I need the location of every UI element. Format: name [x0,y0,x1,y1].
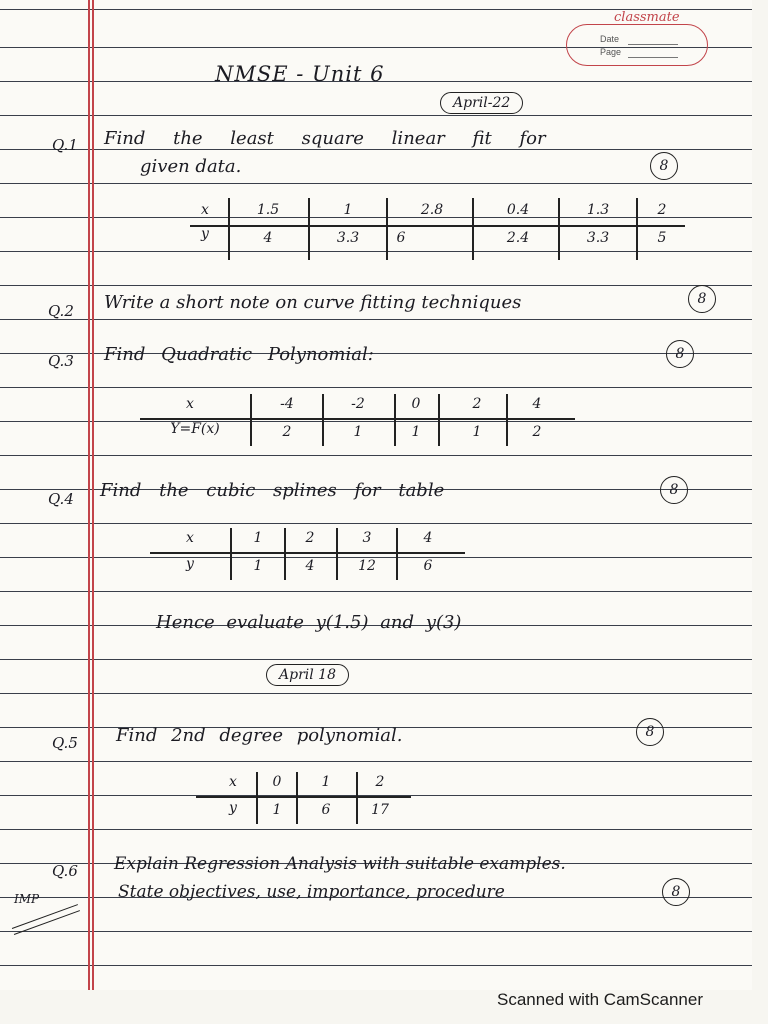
table-cell: 1.5 [256,202,280,218]
q4-text: Find the cubic splines for table [100,480,445,501]
margin-line [92,0,94,990]
q1-text-line2: given data. [140,156,242,177]
table-cell: 6 [321,802,331,818]
table-cell: 1 [411,424,421,440]
marks-badge: 8 [666,340,694,368]
q6-text-line1: Explain Regression Analysis with suitable examples. [114,854,566,874]
table-divider [506,394,508,446]
q1-text-line1: Find the least square linear fit for [104,128,546,149]
table-cell: 0 [272,774,282,790]
logo-frame [566,24,708,66]
page-title: NMSE - Unit 6 [215,62,385,86]
table-cell: 0 [411,396,421,412]
q3-text: Find Quadratic Polynomial: [104,344,374,365]
table-divider [230,528,232,580]
table-cell: 2 [472,396,482,412]
table-cell: 1 [253,530,263,546]
table-cell: 4 [263,230,273,246]
table-divider [396,528,398,580]
table-cell: 2.4 [506,230,530,246]
row-label-x: x [186,530,194,546]
marks-badge: 8 [660,476,688,504]
table-divider [394,394,396,446]
margin-line [88,0,90,990]
marks-badge: 8 [650,152,678,180]
table-divider [636,198,638,260]
row-label-x: x [229,774,237,790]
page-label: Page [600,47,622,57]
question-number: Q.4 [48,490,74,508]
q5-data-table [196,772,416,824]
table-cell: 2 [282,424,292,440]
table-divider [336,528,338,580]
classmate-logo [562,6,712,66]
table-cell: 4 [305,558,315,574]
table-divider [296,772,298,824]
table-cell: 1 [253,558,263,574]
row-label-y: y [229,800,237,816]
table-cell: 4 [532,396,542,412]
row-label-x: x [201,202,209,218]
table-cell: 1 [472,424,482,440]
table-cell: 12 [358,558,376,574]
emphasis-stroke [12,904,78,929]
table-cell: 4 [423,530,433,546]
marks-badge: 8 [688,285,716,313]
q4-data-table [150,528,470,580]
table-divider [228,198,230,260]
table-divider [322,394,324,446]
table-cell: 1.3 [586,202,610,218]
q3-data-table [140,394,580,446]
row-label-y: Y=F(x) [170,421,220,437]
table-cell: 6 [396,230,406,246]
table-divider [472,198,474,260]
table-divider [438,394,440,446]
table-cell: 1 [272,802,282,818]
table-cell: 1 [321,774,331,790]
table-cell: 17 [371,802,389,818]
table-cell: 2.8 [420,202,444,218]
marks-badge: 8 [636,718,664,746]
q5-text: Find 2nd degree polynomial. [116,725,403,746]
april-22-tag: April-22 [440,92,523,114]
table-cell: 2 [532,424,542,440]
table-cell: 3.3 [336,230,360,246]
important-note: IMP [14,892,40,906]
table-divider [150,552,465,554]
table-cell: 1 [343,202,353,218]
table-divider [386,198,388,260]
page-line [628,57,678,58]
table-divider [356,772,358,824]
april-18-tag: April 18 [266,664,349,686]
brand-text: classmate [614,10,680,25]
question-number: Q.3 [48,352,74,370]
table-cell: -4 [280,396,294,412]
marks-badge: 8 [662,878,690,906]
q2-text: Write a short note on curve fitting techniques [104,292,522,313]
question-number: Q.2 [48,302,74,320]
table-cell: 2 [375,774,385,790]
table-cell: 2 [657,202,667,218]
table-divider [190,225,685,227]
table-divider [256,772,258,824]
table-cell: 3.3 [586,230,610,246]
table-divider [308,198,310,260]
question-number: Q.1 [52,136,78,154]
table-cell: 3 [362,530,372,546]
row-label-x: x [186,396,194,412]
q6-text-line2: State objectives, use, importance, procedure [118,882,505,902]
table-cell: 1 [353,424,363,440]
date-line [628,44,678,45]
table-divider [140,418,575,420]
camscanner-watermark: Scanned with CamScanner [497,990,704,1009]
table-cell: 2 [305,530,315,546]
row-label-y: y [201,226,209,242]
question-number: Q.6 [52,862,78,880]
date-label: Date [600,34,620,44]
table-cell: 0.4 [506,202,530,218]
question-number: Q.5 [52,734,78,752]
table-divider [196,796,411,798]
table-cell: 5 [657,230,667,246]
q4-followup: Hence evaluate y(1.5) and y(3) [156,612,462,633]
row-label-y: y [186,556,194,572]
table-cell: 6 [423,558,433,574]
q1-data-table [190,198,690,260]
table-divider [250,394,252,446]
table-cell: -2 [351,396,365,412]
table-divider [558,198,560,260]
table-divider [284,528,286,580]
